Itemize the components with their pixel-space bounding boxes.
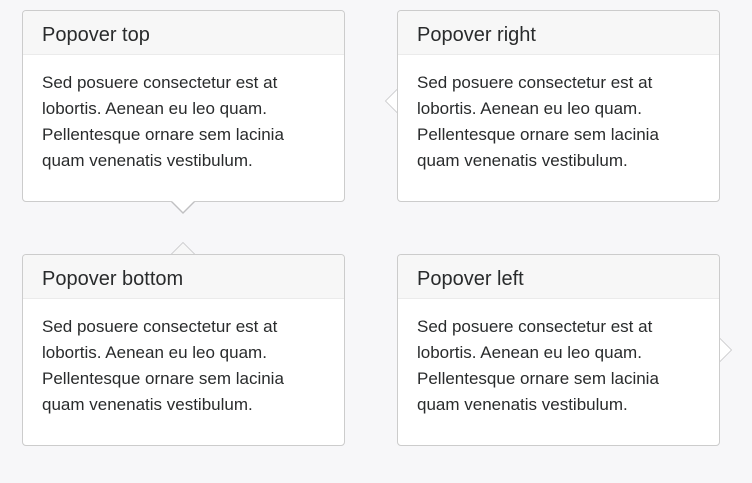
popover-arrow-left [385, 89, 397, 113]
popover-text: Sed posuere consectetur est at lobortis. Aenean eu leo quam. Pellentesque ornare sem lacinia quam venenatis vestibulum. [42, 73, 284, 170]
popover-body [23, 55, 344, 174]
popover-title: Popover bottom [23, 255, 344, 299]
popover-arrow-down [171, 202, 195, 214]
popover-title: Popover top [23, 11, 344, 55]
popover-title: Popover left [398, 255, 719, 299]
popover-right [397, 10, 720, 202]
popover-bottom [22, 254, 345, 446]
popover-text: Sed posuere consectetur est at lobortis. Aenean eu leo quam. Pellentesque ornare sem lacinia quam venenatis vestibulum. [417, 73, 659, 170]
popover-text: Sed posuere consectetur est at lobortis. Aenean eu leo quam. Pellentesque ornare sem lacinia quam venenatis vestibulum. [42, 317, 284, 414]
popover-arrow-up [171, 242, 195, 254]
popover-title: Popover right [398, 11, 719, 55]
popover-body [398, 55, 719, 174]
popover-arrow-right [720, 338, 732, 362]
popover-body [23, 299, 344, 418]
popover-text: Sed posuere consectetur est at lobortis. Aenean eu leo quam. Pellentesque ornare sem lacinia quam venenatis vestibulum. [417, 317, 659, 414]
popover-body [398, 299, 719, 418]
popover-left [397, 254, 720, 446]
popover-top [22, 10, 345, 202]
